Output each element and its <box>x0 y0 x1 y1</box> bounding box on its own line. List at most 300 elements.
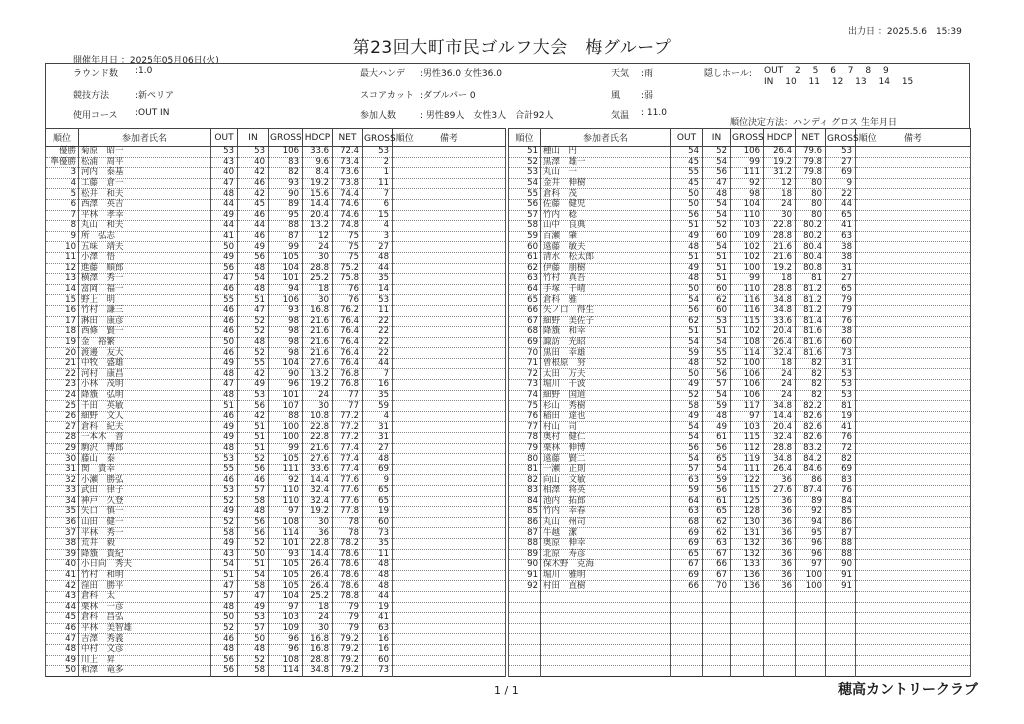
result-row <box>509 348 971 359</box>
in-cell: 54 <box>703 210 731 221</box>
in-cell: 60 <box>703 284 731 295</box>
memo-cell <box>393 613 506 624</box>
empty-row <box>509 613 971 624</box>
rank-cell: 92 <box>509 581 541 592</box>
empty-row <box>509 634 971 645</box>
out-cell: 50 <box>671 189 703 200</box>
gross-rank-cell: 48 <box>363 560 393 571</box>
memo-cell <box>856 591 971 602</box>
gross-cell: 110 <box>269 486 303 497</box>
name-cell: 小林 茂明 <box>79 380 211 391</box>
result-row <box>46 305 506 316</box>
memo-cell <box>393 157 506 168</box>
result-row <box>509 189 971 200</box>
name-cell: 竹村 和明 <box>79 570 211 581</box>
name-cell: 竹村 謙三 <box>79 305 211 316</box>
memo-cell <box>393 538 506 549</box>
header-row <box>46 129 506 147</box>
net-cell: 80.4 <box>796 242 826 253</box>
memo-cell <box>393 147 506 158</box>
name-cell: 倉科 茂 <box>541 189 671 200</box>
memo-cell <box>393 242 506 253</box>
rank-cell: 68 <box>509 327 541 338</box>
net-cell: 80 <box>796 189 826 200</box>
memo-cell <box>856 316 971 327</box>
result-row <box>46 486 506 497</box>
memo-cell <box>393 274 506 285</box>
rank-cell: 69 <box>509 337 541 348</box>
net-cell: 78.6 <box>333 570 363 581</box>
name-cell: 窪田 勝平 <box>79 581 211 592</box>
out-cell: 56 <box>671 443 703 454</box>
net-cell: 92 <box>796 507 826 518</box>
in-cell: 50 <box>238 549 269 560</box>
net-cell: 82 <box>796 369 826 380</box>
col-in: IN <box>238 129 269 147</box>
memo-cell <box>393 623 506 634</box>
net-cell: 76.2 <box>333 305 363 316</box>
hidden-holes-out: OUT 2 5 6 7 8 9 <box>764 66 889 76</box>
in-cell: 56 <box>238 517 269 528</box>
hdcp-cell: 13.2 <box>303 221 333 232</box>
gross-cell: 107 <box>269 401 303 412</box>
result-row <box>509 252 971 263</box>
hdcp-cell: 32.4 <box>303 496 333 507</box>
in-cell <box>703 655 731 666</box>
rank-cell: 4 <box>46 178 79 189</box>
in-cell: 51 <box>703 274 731 285</box>
gross-cell: 100 <box>269 433 303 444</box>
in-cell: 58 <box>238 666 269 677</box>
net-cell: 77.8 <box>333 507 363 518</box>
in-cell: 56 <box>703 369 731 380</box>
name-cell: 中村 文彦 <box>79 644 211 655</box>
gross-rank-cell <box>826 623 856 634</box>
name-cell: 所 弘志 <box>79 231 211 242</box>
hdcp-cell: 18 <box>303 284 333 295</box>
gross-cell: 100 <box>731 358 764 369</box>
out-cell: 48 <box>211 443 238 454</box>
net-cell: 83.2 <box>796 443 826 454</box>
net-cell: 100 <box>796 570 826 581</box>
net-cell: 78.8 <box>333 591 363 602</box>
gross-rank-cell: 16 <box>363 634 393 645</box>
out-cell <box>671 655 703 666</box>
in-cell: 57 <box>238 623 269 634</box>
in-cell: 62 <box>703 528 731 539</box>
in-cell: 56 <box>238 252 269 263</box>
gross-cell: 115 <box>731 316 764 327</box>
memo-cell <box>393 337 506 348</box>
name-cell: 松浦 周平 <box>79 157 211 168</box>
net-cell: 80.8 <box>796 263 826 274</box>
col-rank: 順位 <box>509 129 541 147</box>
name-cell: 河村 康昌 <box>79 369 211 380</box>
hdcp-cell: 32.4 <box>764 348 796 359</box>
net-cell: 81 <box>796 274 826 285</box>
rank-cell: 51 <box>509 147 541 158</box>
net-cell <box>796 634 826 645</box>
rank-cell: 32 <box>46 475 79 486</box>
result-row <box>509 570 971 581</box>
memo-cell <box>856 337 971 348</box>
rank-cell: 45 <box>46 613 79 624</box>
result-row <box>509 443 971 454</box>
net-cell: 78.6 <box>333 549 363 560</box>
gross-cell: 110 <box>731 284 764 295</box>
name-cell: 竹内 幸春 <box>541 507 671 518</box>
gross-cell: 108 <box>269 655 303 666</box>
gross-cell: 114 <box>269 528 303 539</box>
memo-cell <box>856 549 971 560</box>
hdcp-cell: 36 <box>764 570 796 581</box>
in-cell: 56 <box>703 168 731 179</box>
name-cell: 牛越 潔 <box>541 528 671 539</box>
memo-cell <box>856 380 971 391</box>
gross-rank-cell: 31 <box>826 263 856 274</box>
name-cell: 野上 明 <box>79 295 211 306</box>
rank-cell: 61 <box>509 252 541 263</box>
net-cell: 73.8 <box>333 178 363 189</box>
gross-cell: 132 <box>731 538 764 549</box>
out-cell: 46 <box>211 284 238 295</box>
in-cell: 56 <box>238 464 269 475</box>
rank-cell <box>509 634 541 645</box>
name-cell: 藤山 泰 <box>79 454 211 465</box>
memo-cell <box>393 305 506 316</box>
out-cell: 49 <box>211 252 238 263</box>
in-cell: 54 <box>703 157 731 168</box>
gross-rank-cell: 79 <box>826 305 856 316</box>
gross-rank-cell: 48 <box>363 581 393 592</box>
net-cell: 76.8 <box>333 380 363 391</box>
gross-cell: 114 <box>269 666 303 677</box>
result-row <box>509 168 971 179</box>
memo-cell <box>393 422 506 433</box>
out-cell: 56 <box>211 666 238 677</box>
name-cell: 河内 泰基 <box>79 168 211 179</box>
in-cell <box>703 613 731 624</box>
rank-cell: 18 <box>46 327 79 338</box>
in-cell: 46 <box>238 231 269 242</box>
gross-cell: 117 <box>731 401 764 412</box>
net-cell: 79.2 <box>333 644 363 655</box>
hdcp-cell: 30 <box>764 210 796 221</box>
gross-rank-cell: 60 <box>363 517 393 528</box>
rank-cell <box>509 655 541 666</box>
rank-cell: 71 <box>509 358 541 369</box>
rank-cell: 9 <box>46 231 79 242</box>
out-cell: 50 <box>211 337 238 348</box>
hdcp-cell: 24 <box>303 242 333 253</box>
hdcp-cell: 30 <box>303 252 333 263</box>
result-row <box>46 231 506 242</box>
in-cell: 60 <box>703 231 731 242</box>
gross-cell: 110 <box>731 210 764 221</box>
gross-rank-cell: 4 <box>363 411 393 422</box>
in-cell: 52 <box>238 454 269 465</box>
hdcp-cell: 33.6 <box>764 316 796 327</box>
in-cell: 51 <box>238 422 269 433</box>
memo-cell <box>393 252 506 263</box>
gross-rank-cell: 59 <box>363 401 393 412</box>
in-cell: 47 <box>703 178 731 189</box>
rank-cell: 3 <box>46 168 79 179</box>
rank-cell: 49 <box>46 655 79 666</box>
col-rank: 順位 <box>46 129 79 147</box>
memo-cell <box>856 644 971 655</box>
net-cell: 75.2 <box>333 263 363 274</box>
out-cell: 54 <box>671 454 703 465</box>
out-cell: 54 <box>211 560 238 571</box>
col-out: OUT <box>211 129 238 147</box>
out-cell: 49 <box>211 210 238 221</box>
in-cell: 51 <box>238 433 269 444</box>
gross-cell: 88 <box>269 411 303 422</box>
in-cell: 47 <box>238 591 269 602</box>
out-cell <box>671 602 703 613</box>
hdcp-cell: 36 <box>303 528 333 539</box>
net-cell: 86 <box>796 475 826 486</box>
in-cell: 49 <box>238 380 269 391</box>
net-cell: 79.8 <box>796 168 826 179</box>
gross-cell: 133 <box>731 560 764 571</box>
in-cell: 56 <box>238 528 269 539</box>
result-row <box>509 380 971 391</box>
memo-cell <box>393 644 506 655</box>
rank-cell: 8 <box>46 221 79 232</box>
gross-rank-cell: 27 <box>363 443 393 454</box>
gross-rank-cell: 69 <box>826 464 856 475</box>
gross-cell: 104 <box>269 358 303 369</box>
result-row <box>46 295 506 306</box>
rank-cell: 91 <box>509 570 541 581</box>
rank-cell: 準優勝 <box>46 157 79 168</box>
result-row <box>509 327 971 338</box>
memo-cell <box>856 189 971 200</box>
name-cell: 村山 司 <box>541 422 671 433</box>
gross-cell: 96 <box>269 634 303 645</box>
rank-cell: 14 <box>46 284 79 295</box>
gross-cell: 105 <box>269 570 303 581</box>
hdcp-cell: 21.6 <box>303 337 333 348</box>
in-cell: 51 <box>238 560 269 571</box>
name-cell <box>541 655 671 666</box>
memo-cell <box>393 168 506 179</box>
gross-cell: 98 <box>269 327 303 338</box>
gross-rank-cell: 90 <box>826 560 856 571</box>
rank-cell: 62 <box>509 263 541 274</box>
gross-cell: 125 <box>731 496 764 507</box>
in-cell: 49 <box>238 602 269 613</box>
hdcp-cell: 30 <box>303 401 333 412</box>
out-cell: 47 <box>211 581 238 592</box>
net-cell: 74.6 <box>333 199 363 210</box>
name-cell: 倉科 雅 <box>541 295 671 306</box>
hdcp-cell: 21.6 <box>303 316 333 327</box>
rank-cell: 81 <box>509 464 541 475</box>
net-cell: 78.6 <box>333 581 363 592</box>
net-cell: 77.2 <box>333 422 363 433</box>
result-row <box>509 475 971 486</box>
name-cell: 一本木 晋 <box>79 433 211 444</box>
hdcp-cell: 34.8 <box>764 454 796 465</box>
memo-cell <box>856 517 971 528</box>
gross-rank-cell: 35 <box>363 274 393 285</box>
result-row <box>509 157 971 168</box>
name-cell: 横澤 秀一 <box>79 274 211 285</box>
in-cell: 46 <box>238 178 269 189</box>
rank-cell: 40 <box>46 560 79 571</box>
result-row <box>509 199 971 210</box>
memo-cell <box>856 401 971 412</box>
name-cell: 神戸 久登 <box>79 496 211 507</box>
gross-rank-cell: 73 <box>826 348 856 359</box>
net-cell: 96 <box>796 549 826 560</box>
in-cell: 65 <box>703 454 731 465</box>
gross-rank-cell <box>826 644 856 655</box>
name-cell: 清水 松太郎 <box>541 252 671 263</box>
gross-cell: 98 <box>269 348 303 359</box>
name-cell: 五味 靖夫 <box>79 242 211 253</box>
result-row <box>46 634 506 645</box>
rank-cell: 55 <box>509 189 541 200</box>
gross-cell: 102 <box>731 242 764 253</box>
gross-rank-cell: 16 <box>363 644 393 655</box>
out-cell: 51 <box>211 570 238 581</box>
net-cell: 78 <box>333 517 363 528</box>
hdcp-cell: 18 <box>764 274 796 285</box>
name-cell: 保木野 克海 <box>541 560 671 571</box>
hdcp-cell: 36 <box>764 517 796 528</box>
out-cell: 62 <box>671 316 703 327</box>
gross-rank-cell: 63 <box>826 231 856 242</box>
name-cell: 曽根原 努 <box>541 358 671 369</box>
memo-cell <box>393 369 506 380</box>
rank-cell: 13 <box>46 274 79 285</box>
rank-cell: 52 <box>509 157 541 168</box>
hdcp-cell: 28.8 <box>764 231 796 242</box>
method-value: :新ペリア <box>135 91 175 101</box>
out-cell: 46 <box>211 305 238 316</box>
out-cell: 46 <box>211 634 238 645</box>
hdcp-cell: 22.8 <box>303 538 333 549</box>
page-title: 第23回大町市民ゴルフ大会 梅グループ <box>352 38 672 58</box>
hdcp-cell: 27.6 <box>303 454 333 465</box>
hdcp-cell: 26.4 <box>303 560 333 571</box>
name-cell: 相澤 将英 <box>541 486 671 497</box>
hdcp-cell: 36 <box>764 528 796 539</box>
gross-cell: 131 <box>731 528 764 539</box>
empty-row <box>509 644 971 655</box>
net-cell: 78.2 <box>333 538 363 549</box>
net-cell: 81.2 <box>796 295 826 306</box>
name-cell: 丸山 和夫 <box>79 221 211 232</box>
temperature-value: : 11.0 <box>641 108 667 118</box>
memo-cell <box>393 666 506 677</box>
hdcp-cell: 18 <box>303 602 333 613</box>
out-cell: 47 <box>211 178 238 189</box>
hdcp-cell: 24 <box>303 390 333 401</box>
memo-cell <box>856 454 971 465</box>
name-cell: 佐藤 健児 <box>541 199 671 210</box>
memo-cell <box>856 538 971 549</box>
gross-cell: 104 <box>269 591 303 602</box>
memo-cell <box>856 199 971 210</box>
rank-cell: 56 <box>509 199 541 210</box>
hdcp-cell: 18 <box>764 358 796 369</box>
gross-cell: 100 <box>731 263 764 274</box>
gross-rank-cell: 41 <box>826 422 856 433</box>
in-cell: 66 <box>703 560 731 571</box>
hdcp-cell: 26.4 <box>303 581 333 592</box>
gross-cell: 97 <box>269 602 303 613</box>
net-cell <box>796 591 826 602</box>
rank-cell: 41 <box>46 570 79 581</box>
name-cell: 進藤 順郎 <box>79 263 211 274</box>
memo-cell <box>393 528 506 539</box>
out-cell: 49 <box>671 380 703 391</box>
gross-cell <box>731 644 764 655</box>
result-row <box>46 591 506 602</box>
empty-row <box>509 623 971 634</box>
gross-cell: 92 <box>269 475 303 486</box>
held-date-label: 開催年月日 <box>73 56 119 66</box>
result-row <box>509 242 971 253</box>
gross-rank-cell: 65 <box>363 496 393 507</box>
gross-cell: 106 <box>731 380 764 391</box>
hdcp-cell: 15.6 <box>303 189 333 200</box>
rank-cell: 59 <box>509 231 541 242</box>
out-cell: 54 <box>671 337 703 348</box>
net-cell <box>796 623 826 634</box>
rank-cell: 58 <box>509 221 541 232</box>
rank-cell: 50 <box>46 666 79 677</box>
name-cell: 松井 和夫 <box>79 189 211 200</box>
net-cell: 76 <box>333 284 363 295</box>
rank-cell: 73 <box>509 380 541 391</box>
memo-cell <box>393 390 506 401</box>
hdcp-cell: 26.4 <box>764 147 796 158</box>
hdcp-cell: 28.8 <box>764 284 796 295</box>
gross-rank-cell: 83 <box>826 475 856 486</box>
rank-cell: 17 <box>46 316 79 327</box>
net-cell: 80.4 <box>796 252 826 263</box>
result-row <box>46 401 506 412</box>
rank-cell: 65 <box>509 295 541 306</box>
hdcp-cell: 25.2 <box>303 591 333 602</box>
gross-cell: 88 <box>269 221 303 232</box>
gross-cell: 106 <box>731 390 764 401</box>
out-cell: 41 <box>211 231 238 242</box>
gross-cell: 93 <box>269 178 303 189</box>
gross-rank-cell: 31 <box>826 358 856 369</box>
net-cell: 72.4 <box>333 147 363 158</box>
col-in: IN <box>703 129 731 147</box>
result-row <box>46 221 506 232</box>
name-cell: 栗林 伸博 <box>541 443 671 454</box>
net-cell: 77.6 <box>333 486 363 497</box>
in-cell: 42 <box>238 168 269 179</box>
hdcp-cell: 33.6 <box>303 147 333 158</box>
in-cell <box>703 591 731 602</box>
memo-cell <box>856 655 971 666</box>
net-cell: 95 <box>796 528 826 539</box>
result-row <box>46 623 506 634</box>
result-row <box>509 422 971 433</box>
result-row <box>46 274 506 285</box>
result-row <box>509 284 971 295</box>
